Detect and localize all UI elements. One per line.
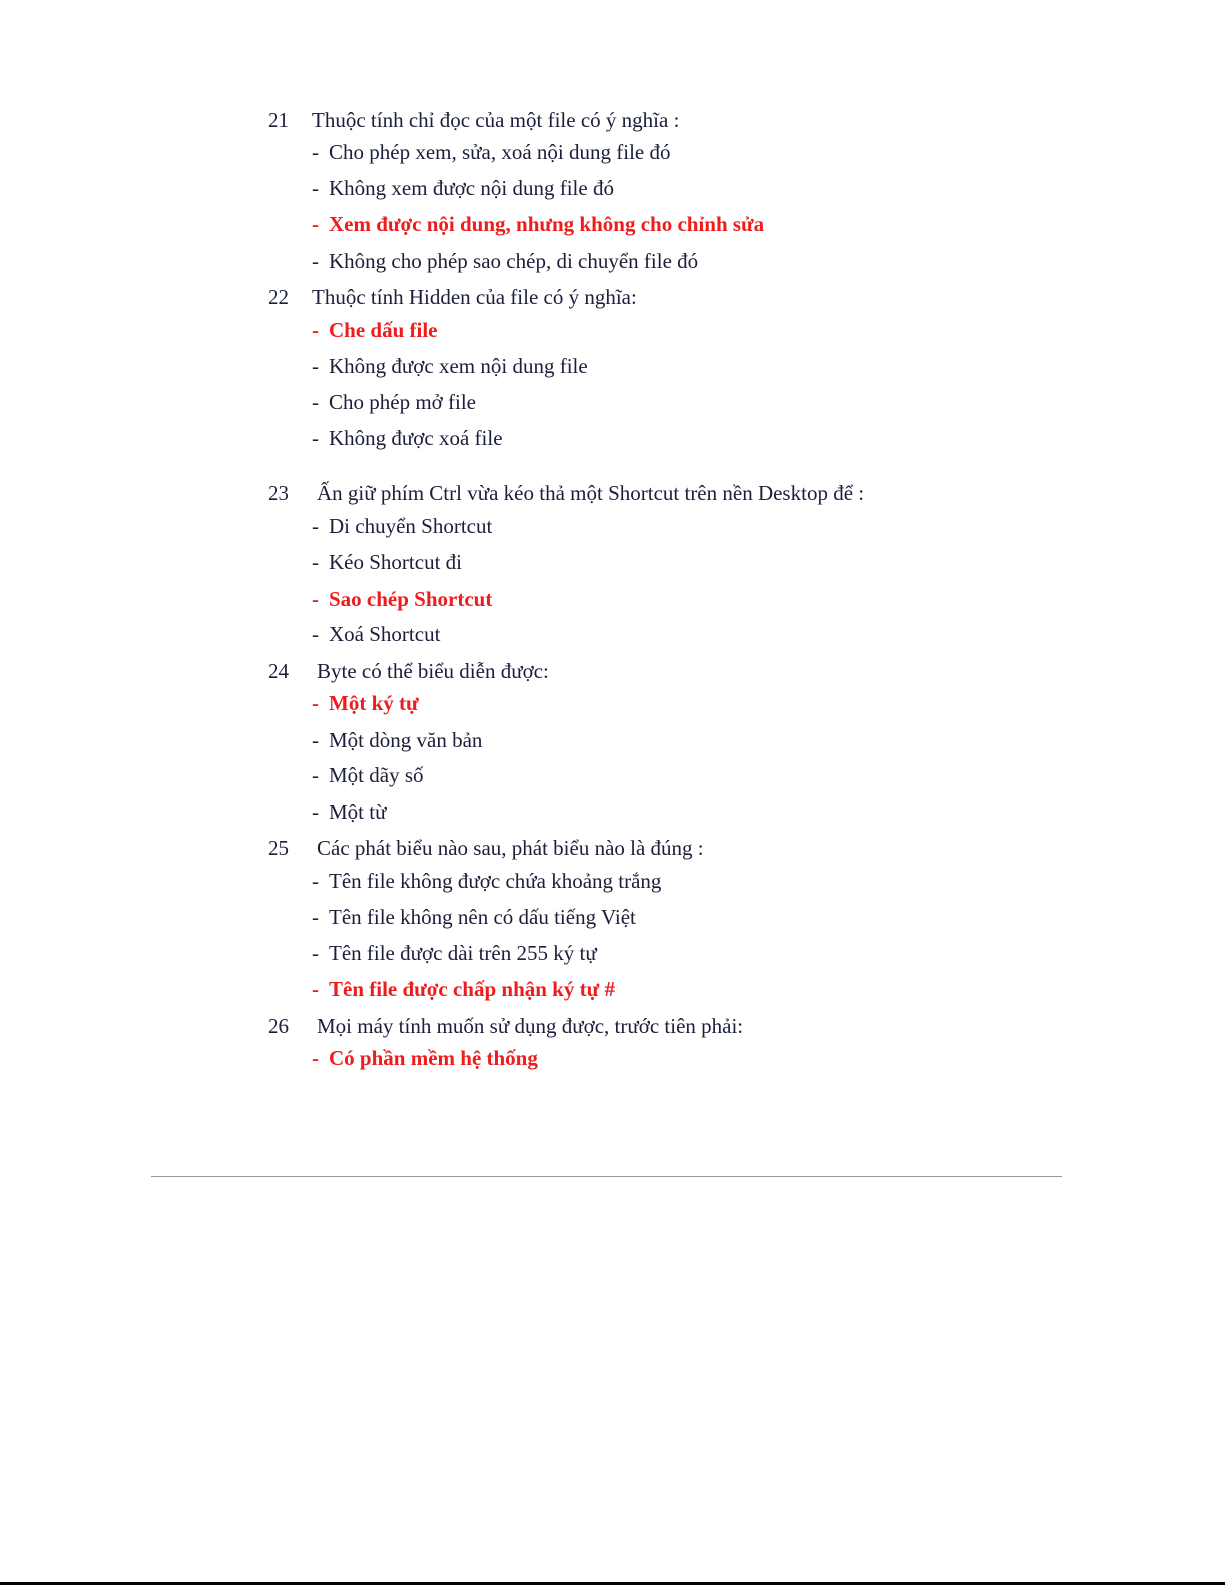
question-number: 25: [268, 836, 289, 860]
option-text: Một dãy số: [329, 763, 424, 787]
correct-answer-option: [312, 1046, 538, 1070]
question-text: Các phát biểu nào sau, phát biểu nào là đúng :: [317, 836, 704, 860]
question-text: Thuộc tính chỉ đọc của một file có ý nghĩa :: [312, 108, 680, 132]
question-number: 21: [268, 108, 289, 132]
option-dash: -: [312, 176, 319, 200]
option-text: Che dấu file: [329, 318, 438, 342]
answer-option: [312, 763, 424, 787]
option-dash: -: [312, 550, 319, 574]
option-text: Cho phép mở file: [329, 390, 476, 414]
correct-answer-option: [312, 318, 438, 342]
option-text: Một ký tự: [329, 691, 419, 715]
question-number: 26: [268, 1014, 289, 1038]
answer-option: [312, 176, 614, 200]
answer-option: [312, 354, 588, 378]
answer-option: [312, 140, 671, 164]
option-dash: -: [312, 977, 319, 1001]
option-dash: -: [312, 426, 319, 450]
option-text: Tên file không được chứa khoảng trắng: [329, 869, 662, 893]
option-text: Xoá Shortcut: [329, 622, 441, 646]
option-text: Không cho phép sao chép, di chuyển file đó: [329, 249, 699, 273]
option-text: Kéo Shortcut đi: [329, 550, 462, 574]
correct-answer-option: [312, 977, 615, 1001]
option-text: Không được xoá file: [329, 426, 503, 450]
page-divider: [151, 1176, 1062, 1177]
question-text: Thuộc tính Hidden của file có ý nghĩa:: [312, 285, 637, 309]
option-text: Tên file được chấp nhận ký tự #: [329, 977, 615, 1001]
option-text: Cho phép xem, sửa, xoá nội dung file đó: [329, 140, 671, 164]
question-number: 23: [268, 481, 289, 505]
answer-option: [312, 390, 476, 414]
option-text: Tên file được dài trên 255 ký tự: [329, 941, 597, 965]
correct-answer-option: [312, 587, 492, 611]
answer-option: [312, 249, 698, 273]
answer-option: [312, 622, 440, 646]
question-number: 24: [268, 659, 289, 683]
option-text: Sao chép Shortcut: [329, 587, 493, 611]
option-dash: -: [312, 905, 319, 929]
option-dash: -: [312, 587, 319, 611]
answer-option: [312, 905, 636, 929]
option-text: Một từ: [329, 800, 387, 824]
option-dash: -: [312, 622, 319, 646]
answer-option: [312, 869, 661, 893]
option-dash: -: [312, 249, 319, 273]
question-text: Byte có thể biểu diễn được:: [317, 659, 549, 683]
option-dash: -: [312, 514, 319, 538]
correct-answer-option: [312, 691, 419, 715]
option-dash: -: [312, 318, 319, 342]
question-text: Ấn giữ phím Ctrl vừa kéo thả một Shortcut trên nền Desktop để :: [317, 481, 865, 505]
option-text: Xem được nội dung, nhưng không cho chỉnh sửa: [329, 212, 765, 236]
option-text: Không xem được nội dung file đó: [329, 176, 614, 200]
option-dash: -: [312, 212, 319, 236]
option-dash: -: [312, 728, 319, 752]
answer-option: [312, 728, 482, 752]
correct-answer-option: [312, 212, 764, 236]
question-number: 22: [268, 285, 289, 309]
option-dash: -: [312, 1046, 319, 1070]
option-dash: -: [312, 869, 319, 893]
option-dash: -: [312, 941, 319, 965]
option-dash: -: [312, 390, 319, 414]
option-text: Không được xem nội dung file: [329, 354, 588, 378]
answer-option: [312, 941, 597, 965]
answer-option: [312, 426, 503, 450]
option-dash: -: [312, 800, 319, 824]
answer-option: [312, 800, 386, 824]
question-text: Mọi máy tính muốn sử dụng được, trước tiên phải:: [317, 1014, 744, 1038]
option-dash: -: [312, 140, 319, 164]
option-dash: -: [312, 763, 319, 787]
answer-option: [312, 550, 462, 574]
option-text: Một dòng văn bản: [329, 728, 483, 752]
answer-option: [312, 514, 492, 538]
option-text: Có phần mềm hệ thống: [329, 1046, 538, 1070]
option-dash: -: [312, 691, 319, 715]
option-text: Tên file không nên có dấu tiếng Việt: [329, 905, 636, 929]
option-dash: -: [312, 354, 319, 378]
option-text: Di chuyển Shortcut: [329, 514, 493, 538]
